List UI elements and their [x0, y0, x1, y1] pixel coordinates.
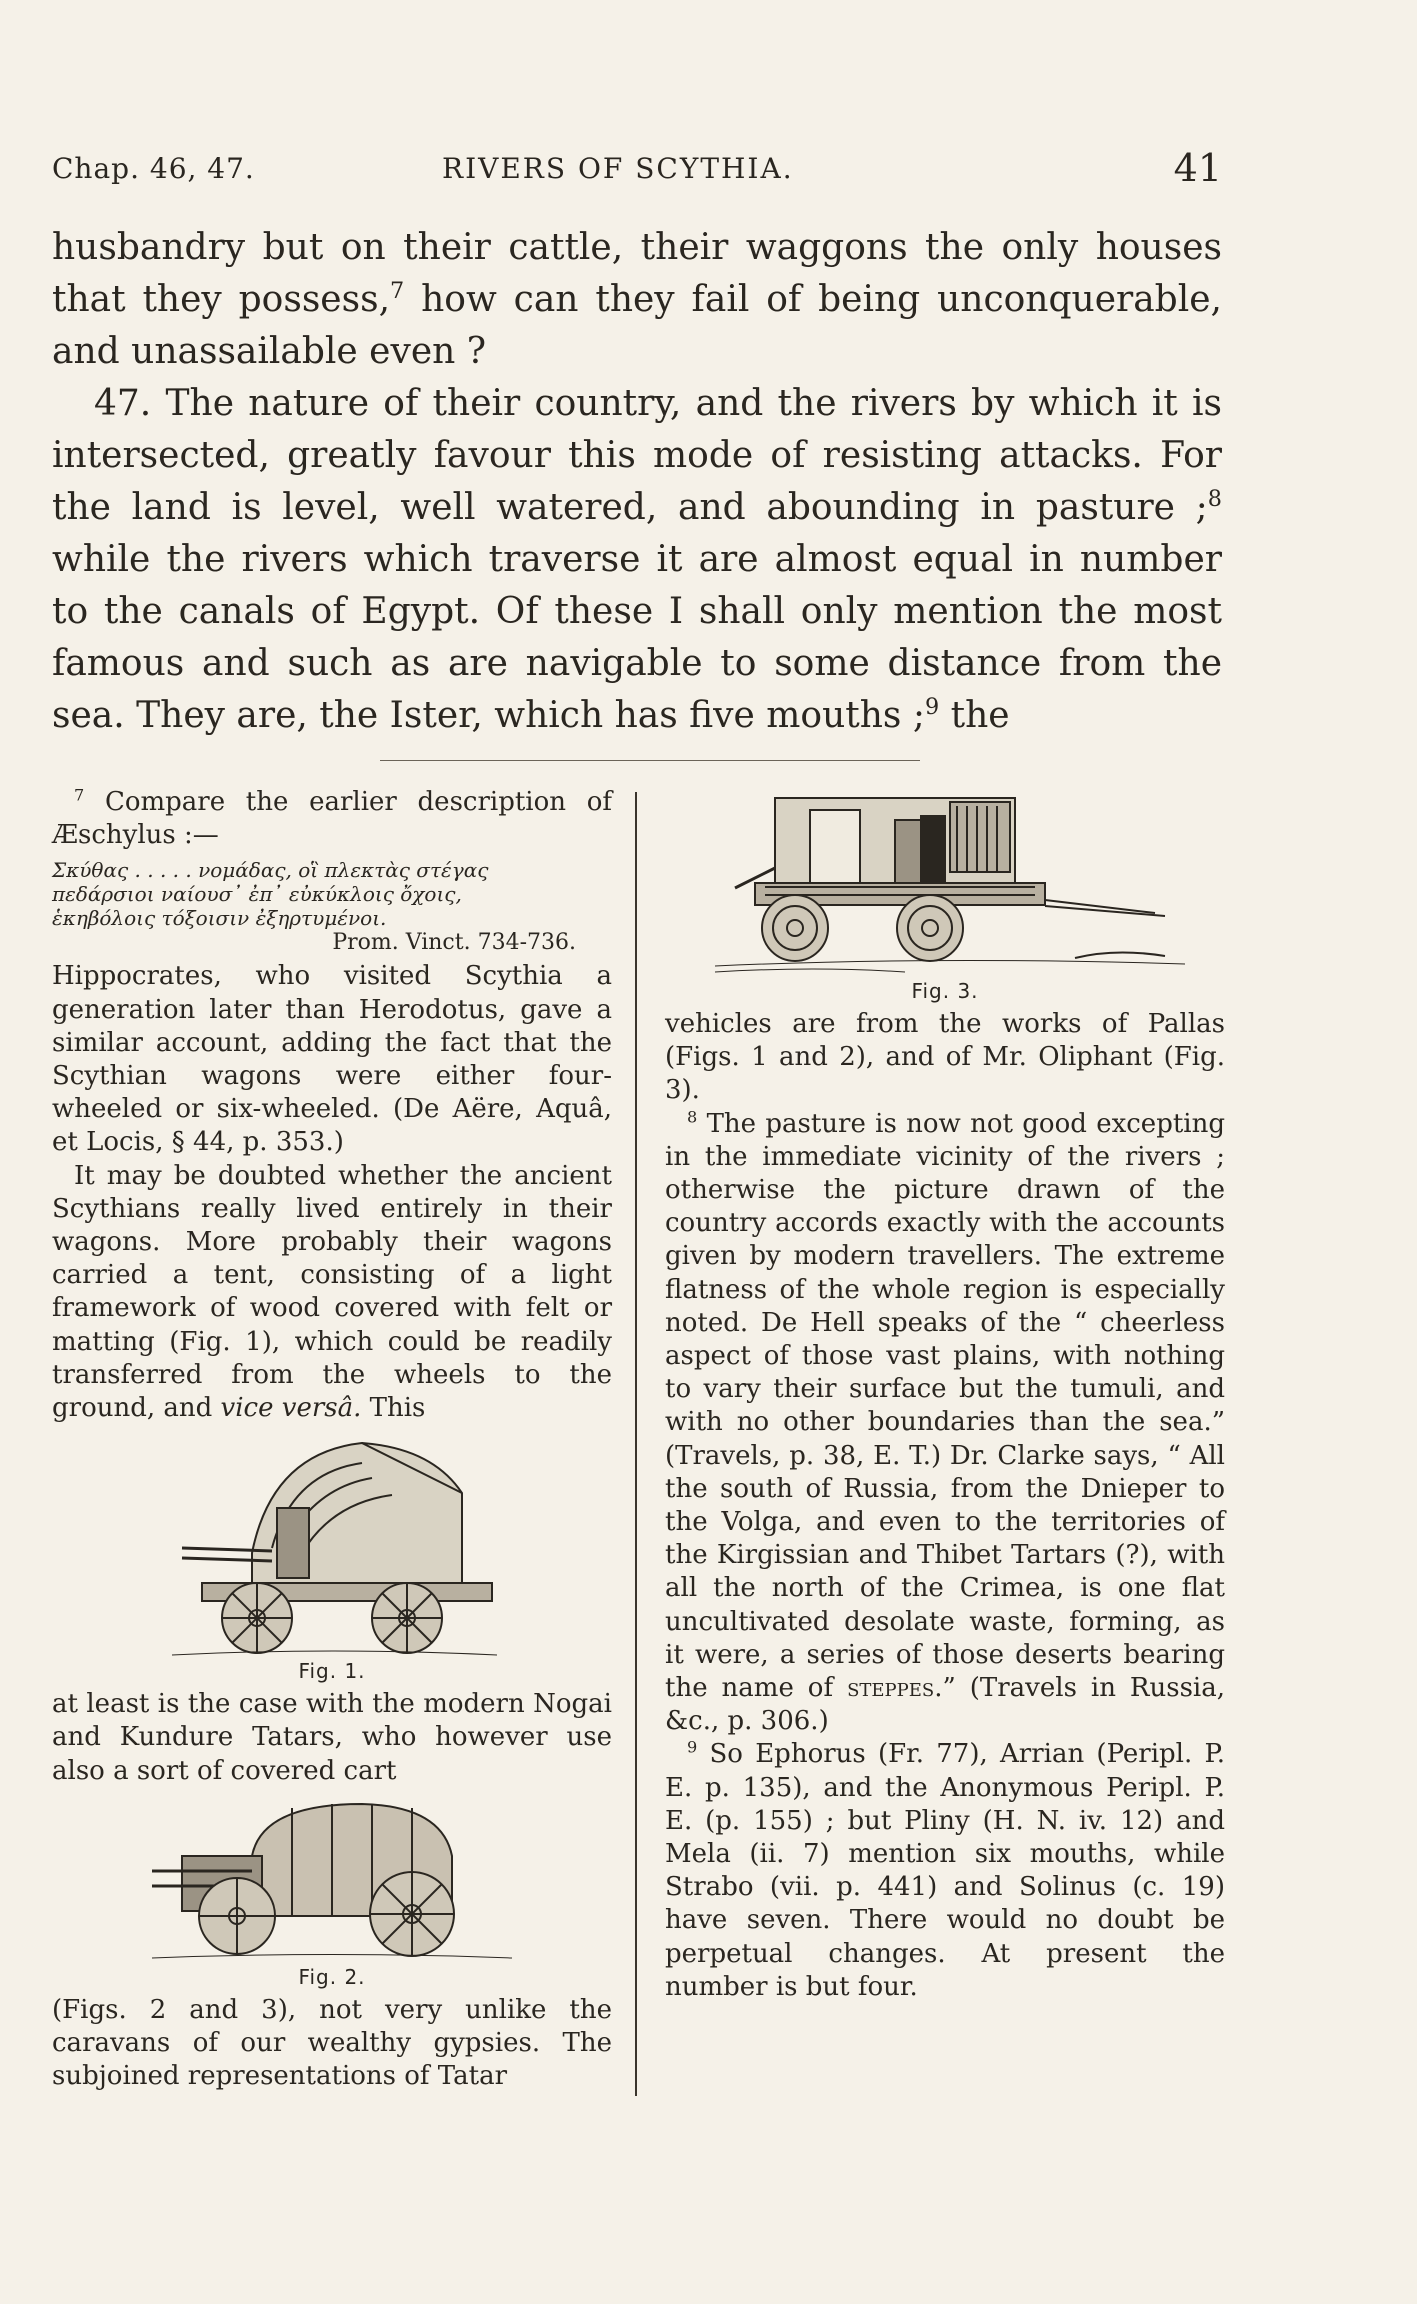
tent-wagon-illustration — [162, 1433, 502, 1658]
footnote-7-wagons: It may be doubted whether the ancient Scythians really lived entirely in their wagons. More probably their wagons carried a tent, consisting of a light framework of wood covered with felt or matting (Fig. 1), which could be readily transferred from the wheels to the ground, and vice versâ. This — [52, 1160, 612, 1424]
footnote-7: $^7$ Compare the earlier description of Æschylus :— — [52, 785, 612, 851]
footnote-7-sources: vehicles are from the works of Pallas (Figs. 1 and 2), and of Mr. Oliphant (Fig. 3). — [665, 1009, 1225, 1106]
footnote-8: $^8$ The pasture is now not good excepting in the immediate vicinity of the rivers ; otherwise the picture drawn of the country accords exactly with the accounts given by modern travellers. The extreme flatness of the whole region is especially noted. De Hell speaks of the “ cheerless aspect of those vast plains, with nothing to vary their surface but the tumuli, and with no other boundaries than the sea.” (Travels, p. 38, E. T.) Dr. Clarke says, “ All the south of Russia, from the Dnieper to the Volga, and even to the territories of the Kirgissian and Thibet Tartars (?), with all the north of the Crimea, is one flat uncultivated desolate waste, forming, as it were, a series of those deserts bearing the name of steppes.” (Travels in Russia, &c., p. 306.) — [665, 1106, 1225, 1737]
footnotes-left-column — [52, 786, 612, 2093]
column-divider — [635, 792, 637, 2096]
figure-2-caption: Fig. 2. — [298, 1964, 366, 1989]
running-head — [52, 146, 1222, 192]
main-text — [52, 222, 1222, 742]
greek-quotation: Σκύθας . . . . . νομάδας, οἳ πλεκτὰς στέγας πεδάρσιοι ναίουσ᾽ ἐπ᾽ εὐκύκλοις ὄχοις, ἑκηβόλοις τόξοισιν ἐξηρτυμένοι. — [52, 858, 489, 931]
footnotes-right-column — [665, 786, 1225, 2004]
caravan-illustration — [695, 788, 1195, 978]
greek-citation: Prom. Vinct. 734-736. — [332, 930, 576, 956]
figure-3 — [665, 788, 1225, 1004]
page-number: 41 — [1173, 146, 1222, 190]
footnote-7-tatars: at least is the case with the modern Nogai and Kundure Tatars, who however use also a sort of covered cart — [52, 1689, 612, 1786]
footnote-7-hippocrates: Hippocrates, who visited Scythia a generation later than Herodotus, gave a similar account, adding the fact that the Scythian wagons were either four-wheeled or six-wheeled. (De Aëre, Aquâ, et Locis, § 44, p. 353.) — [52, 961, 612, 1158]
main-paragraph-2: 47. The nature of their country, and the rivers by which it is intersected, greatly favour this mode of resisting attacks. For the land is level, well watered, and abounding in pasture ;$^8$ while the rivers which traverse it are almost equal in number to the canals of Egypt. Of these I shall only mention the most famous and such as are navigable to some distance from the sea. They are, the Ister, which has five mouths ;$^9$ the — [52, 383, 1222, 736]
figure-1-caption: Fig. 1. — [298, 1659, 366, 1684]
running-title: RIVERS OF SCYTHIA. — [442, 152, 794, 185]
figure-1 — [52, 1433, 612, 1684]
main-paragraph-1: husbandry but on their cattle, their waggons the only houses that they possess,$^7$ how can they fail of being unconquerable, and unassailable even ? — [52, 227, 1222, 372]
footnote-9: $^9$ So Ephorus (Fr. 77), Arrian (Peripl. P. E. p. 135), and the Anonymous Peripl. P. E. (p. 155) ; but Pliny (H. N. iv. 12) and Mela (ii. 7) mention six mouths, while Strabo (vii. p. 441) and Solinus (c. 19) have seven. There would no doubt be perpetual changes. At present the number is but four. — [665, 1737, 1225, 2002]
footnote-7-figs: (Figs. 2 and 3), not very unlike the caravans of our wealthy gypsies. The subjoined representations of Tatar — [52, 1994, 612, 2092]
footnote-separator — [380, 760, 920, 761]
footnote-ref-7: 7 — [390, 278, 405, 304]
footnote-ref-8: 8 — [1207, 486, 1222, 512]
covered-cart-illustration — [142, 1796, 522, 1964]
figure-2 — [52, 1796, 612, 1990]
figure-3-caption: Fig. 3. — [911, 979, 979, 1003]
chapter-reference: Chap. 46, 47. — [52, 152, 255, 185]
footnote-ref-9: 9 — [924, 694, 940, 720]
